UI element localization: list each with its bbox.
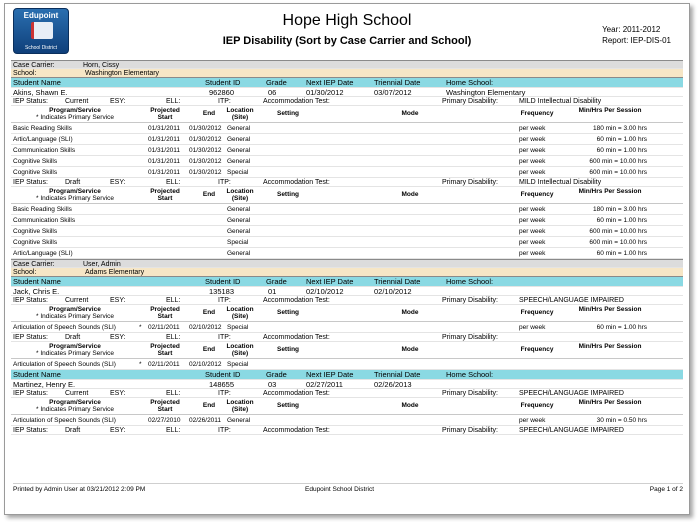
location-header: Location (Site): [226, 343, 254, 357]
frequency: per week: [519, 169, 546, 176]
minutes-per-session: 60 min = 1.00 hrs: [596, 147, 647, 154]
logo-brand-text: Edupoint: [23, 11, 59, 20]
projected-start-date: 01/31/2011: [148, 136, 181, 143]
minutes-per-session: 600 min = 10.00 hrs: [589, 239, 647, 246]
itp-label: ITP:: [218, 179, 231, 186]
case-carrier-label: Case Carrier:: [13, 261, 55, 268]
projected-start-date: 01/31/2011: [148, 158, 181, 165]
service-row: [11, 145, 683, 156]
projected-start-date: 02/27/2010: [148, 417, 181, 424]
grade-header: Grade: [266, 78, 287, 87]
program-service: Articulation of Speech Sounds (SLI): [13, 417, 116, 424]
accommodation-test-label: Accommodation Test:: [263, 390, 330, 397]
primary-disability: MILD Intellectual Disability: [519, 179, 602, 186]
location-site: General: [227, 417, 251, 424]
ell-label: ELL:: [166, 334, 181, 341]
iep-status: Draft: [65, 427, 81, 434]
home-school-header: Home School:: [446, 277, 494, 286]
iep-status-row: [11, 389, 683, 398]
frequency: per week: [519, 217, 546, 224]
location-header: Location (Site): [226, 188, 254, 202]
iep-status-row: [11, 296, 683, 305]
service-row: [11, 215, 683, 226]
setting-header: Setting: [276, 402, 300, 409]
minutes-per-session: 600 min = 10.00 hrs: [589, 169, 647, 176]
student-header-row: [11, 78, 683, 88]
projected-start-header: Projected Start: [150, 107, 180, 121]
itp-label: ITP:: [218, 297, 231, 304]
program-service: Communication Skills: [13, 147, 76, 154]
projected-start-header: Projected Start: [150, 188, 180, 202]
report-page: [4, 3, 690, 515]
itp-label: ITP:: [218, 334, 231, 341]
minutes-per-session: 60 min = 1.00 hrs: [596, 136, 647, 143]
program-service: Articulation of Speech Sounds (SLI): [13, 324, 116, 331]
ell-label: ELL:: [166, 179, 181, 186]
year-row: [602, 24, 671, 35]
primary-service-note: * Indicates Primary Service: [35, 114, 115, 121]
student-id: 135183: [209, 287, 235, 296]
minutes-per-session: 180 min = 3.00 hrs: [592, 125, 647, 132]
frequency: per week: [519, 417, 546, 424]
frequency: per week: [519, 250, 546, 257]
location-site: General: [227, 147, 251, 154]
grade-header: Grade: [266, 277, 287, 286]
triennial-header: Triennial Date: [374, 78, 421, 87]
program-service-header: Program/Service: [49, 107, 101, 114]
end-header: End: [202, 402, 216, 409]
service-row: [11, 134, 683, 145]
home-school: Washington Elementary: [446, 88, 526, 97]
accommodation-test-label: Accommodation Test:: [263, 297, 330, 304]
esy-label: ESY:: [110, 427, 126, 434]
location-site: General: [227, 206, 251, 213]
primary-service-star: *: [139, 361, 142, 368]
next-iep-date: 01/30/2012: [306, 88, 344, 97]
student-row: [11, 88, 683, 97]
min-hrs-header: Min/Hrs Per Session: [578, 306, 642, 313]
accommodation-test-label: Accommodation Test:: [263, 179, 330, 186]
service-row: [11, 226, 683, 237]
student-row: [11, 380, 683, 389]
minutes-per-session: 60 min = 1.00 hrs: [596, 324, 647, 331]
iep-status: Draft: [65, 179, 81, 186]
location-site: General: [227, 250, 251, 257]
service-header-row: [11, 106, 683, 123]
school-label: School:: [13, 70, 37, 77]
ell-label: ELL:: [166, 98, 181, 105]
student-id: 148655: [209, 380, 235, 389]
student-row: [11, 287, 683, 296]
service-row: [11, 322, 683, 333]
report-subtitle: IEP Disability (Sort by Case Carrier and School): [222, 35, 472, 47]
service-header-row: [11, 342, 683, 359]
service-row: [11, 248, 683, 259]
primary-disability: SPEECH/LANGUAGE IMPAIRED: [519, 297, 624, 304]
primary-service-note: * Indicates Primary Service: [35, 406, 115, 413]
location-site: General: [227, 217, 251, 224]
program-service-header: Program/Service: [49, 399, 101, 406]
program-service: Cognitive Skills: [13, 228, 58, 235]
district-name: Edupoint School District: [305, 486, 375, 493]
projected-start-date: 01/31/2011: [148, 169, 181, 176]
report-id-row: [602, 35, 671, 46]
location-site: General: [227, 136, 251, 143]
case-carrier-name: Horn, Cissy: [83, 62, 120, 69]
location-site: Special: [227, 324, 249, 331]
program-service: Cognitive Skills: [13, 239, 58, 246]
frequency-header: Frequency: [520, 191, 554, 198]
itp-label: ITP:: [218, 98, 231, 105]
frequency-header: Frequency: [520, 110, 554, 117]
grade: 06: [268, 88, 277, 97]
student-name: Jack, Chris E.: [13, 287, 60, 296]
mode-header: Mode: [401, 346, 419, 353]
minutes-per-session: 60 min = 1.00 hrs: [596, 217, 647, 224]
logo-sub-text: School District: [25, 45, 57, 51]
next-iep-date: 02/27/2011: [306, 380, 343, 389]
grade-header: Grade: [266, 370, 287, 379]
case-carrier-label: Case Carrier:: [13, 62, 55, 69]
projected-start-header: Projected Start: [150, 399, 180, 413]
year-label: Year:: [602, 25, 621, 34]
service-row: [11, 359, 683, 370]
minutes-per-session: 30 min = 0.50 hrs: [596, 417, 647, 424]
primary-service-note: * Indicates Primary Service: [35, 313, 115, 320]
primary-disability-label: Primary Disability:: [442, 390, 499, 397]
end-date: 01/30/2012: [189, 136, 222, 143]
program-service-header: Program/Service: [49, 188, 101, 195]
frequency-header: Frequency: [520, 309, 554, 316]
minutes-per-session: 60 min = 1.00 hrs: [596, 250, 647, 257]
setting-header: Setting: [276, 110, 300, 117]
next-iep-header: Next IEP Date: [306, 78, 354, 87]
report-meta: [602, 24, 671, 46]
location-header: Location (Site): [226, 107, 254, 121]
mode-header: Mode: [401, 309, 419, 316]
end-date: 01/30/2012: [189, 158, 222, 165]
minutes-per-session: 600 min = 10.00 hrs: [589, 228, 647, 235]
end-header: End: [202, 191, 216, 198]
iep-status: Current: [65, 297, 89, 304]
location-header: Location (Site): [226, 399, 254, 413]
program-service: Basic Reading Skills: [13, 125, 72, 132]
esy-label: ESY:: [110, 179, 126, 186]
location-site: General: [227, 125, 251, 132]
service-row: [11, 167, 683, 178]
report-label: Report:: [602, 36, 629, 45]
home-school-header: Home School:: [446, 370, 494, 379]
mode-header: Mode: [401, 402, 419, 409]
primary-disability-label: Primary Disability:: [442, 297, 499, 304]
program-service: Artic/Language (SLI): [13, 136, 73, 143]
student-header-row: [11, 370, 683, 380]
projected-start-date: 01/31/2011: [148, 147, 181, 154]
setting-header: Setting: [276, 191, 300, 198]
service-row: [11, 123, 683, 134]
school-name: Adams Elementary: [85, 269, 145, 276]
accommodation-test-label: Accommodation Test:: [263, 427, 330, 434]
min-hrs-header: Min/Hrs Per Session: [578, 188, 642, 195]
program-service: Communication Skills: [13, 217, 76, 224]
frequency: per week: [519, 158, 546, 165]
frequency: per week: [519, 136, 546, 143]
frequency: per week: [519, 228, 546, 235]
iep-status: Current: [65, 98, 89, 105]
program-service-header: Program/Service: [49, 306, 101, 313]
year-value: 2011-2012: [622, 25, 661, 34]
iep-status-label: IEP Status:: [13, 297, 48, 304]
location-header: Location (Site): [226, 306, 254, 320]
end-date: 01/30/2012: [189, 147, 222, 154]
location-site: General: [227, 158, 251, 165]
ell-label: ELL:: [166, 427, 181, 434]
frequency-header: Frequency: [520, 402, 554, 409]
next-iep-header: Next IEP Date: [306, 277, 354, 286]
home-school-header: Home School:: [446, 78, 494, 87]
end-header: End: [202, 309, 216, 316]
frequency: per week: [519, 239, 546, 246]
primary-service-note: * Indicates Primary Service: [35, 350, 115, 357]
service-row: [11, 156, 683, 167]
next-iep-header: Next IEP Date: [306, 370, 354, 379]
triennial-date: 02/10/2012: [374, 287, 412, 296]
location-site: Special: [227, 361, 249, 368]
primary-disability-label: Primary Disability:: [442, 179, 499, 186]
triennial-date: 03/07/2012: [374, 88, 412, 97]
esy-label: ESY:: [110, 390, 126, 397]
student-name-header: Student Name: [13, 277, 61, 286]
projected-start-date: 01/31/2011: [148, 125, 181, 132]
student-id-header: Student ID: [205, 78, 241, 87]
case-carrier-row: [11, 259, 683, 268]
service-header-row: [11, 305, 683, 322]
primary-disability-label: Primary Disability:: [442, 427, 499, 434]
iep-status-row: [11, 333, 683, 342]
end-date: 02/10/2012: [189, 361, 222, 368]
min-hrs-header: Min/Hrs Per Session: [578, 343, 642, 350]
primary-disability: SPEECH/LANGUAGE IMPAIRED: [519, 427, 624, 434]
program-service: Artic/Language (SLI): [13, 250, 73, 257]
projected-start-header: Projected Start: [150, 343, 180, 357]
iep-status-row: [11, 97, 683, 106]
grade: 01: [268, 287, 277, 296]
triennial-header: Triennial Date: [374, 370, 421, 379]
esy-label: ESY:: [110, 98, 126, 105]
frequency: per week: [519, 147, 546, 154]
case-carrier-row: [11, 60, 683, 69]
printed-by: Printed by Admin User at 03/21/2012 2:09 PM: [13, 486, 146, 493]
end-date: 02/10/2012: [189, 324, 222, 331]
primary-service-star: *: [139, 324, 142, 331]
report-footer: [13, 483, 683, 492]
iep-status-row: [11, 178, 683, 187]
minutes-per-session: 180 min = 3.00 hrs: [592, 206, 647, 213]
student-name-header: Student Name: [13, 370, 61, 379]
end-date: 01/30/2012: [189, 125, 222, 132]
minutes-per-session: 600 min = 10.00 hrs: [589, 158, 647, 165]
program-service-header: Program/Service: [49, 343, 101, 350]
setting-header: Setting: [276, 309, 300, 316]
school-label: School:: [13, 269, 37, 276]
location-site: General: [227, 228, 251, 235]
primary-disability: SPEECH/LANGUAGE IMPAIRED: [519, 390, 624, 397]
iep-status-label: IEP Status:: [13, 390, 48, 397]
school-row: [11, 69, 683, 78]
ell-label: ELL:: [166, 390, 181, 397]
itp-label: ITP:: [218, 390, 231, 397]
program-service: Cognitive Skills: [13, 158, 58, 165]
service-row: [11, 415, 683, 426]
end-header: End: [202, 346, 216, 353]
triennial-header: Triennial Date: [374, 277, 421, 286]
student-name: Martinez, Henry E.: [13, 380, 76, 389]
location-site: Special: [227, 169, 249, 176]
location-site: Special: [227, 239, 249, 246]
primary-disability-label: Primary Disability:: [442, 98, 499, 105]
frequency: per week: [519, 125, 546, 132]
itp-label: ITP:: [218, 427, 231, 434]
mode-header: Mode: [401, 110, 419, 117]
iep-status: Draft: [65, 334, 81, 341]
frequency-header: Frequency: [520, 346, 554, 353]
service-header-row: [11, 398, 683, 415]
grade: 03: [268, 380, 277, 389]
school-row: [11, 268, 683, 277]
iep-status-label: IEP Status:: [13, 334, 48, 341]
program-service: Basic Reading Skills: [13, 206, 72, 213]
iep-status: Current: [65, 390, 89, 397]
primary-disability-label: Primary Disability:: [442, 334, 499, 341]
accommodation-test-label: Accommodation Test:: [263, 98, 330, 105]
primary-disability: MILD Intellectual Disability: [519, 98, 602, 105]
program-service: Cognitive Skills: [13, 169, 58, 176]
end-date: 02/26/2011: [189, 417, 222, 424]
service-row: [11, 237, 683, 248]
student-name: Akins, Shawn E.: [13, 88, 68, 97]
iep-status-label: IEP Status:: [13, 98, 48, 105]
primary-service-note: * Indicates Primary Service: [35, 195, 115, 202]
service-row: [11, 204, 683, 215]
student-id-header: Student ID: [205, 277, 241, 286]
service-header-row: [11, 187, 683, 204]
frequency: per week: [519, 324, 546, 331]
report-value: IEP-DIS-01: [630, 36, 671, 45]
report-body: [11, 60, 683, 435]
esy-label: ESY:: [110, 334, 126, 341]
projected-start-date: 02/11/2011: [148, 361, 180, 368]
triennial-date: 02/26/2013: [374, 380, 412, 389]
projected-start-date: 02/11/2011: [148, 324, 180, 331]
min-hrs-header: Min/Hrs Per Session: [578, 107, 642, 114]
report-title: Hope High School: [282, 12, 412, 29]
iep-status-label: IEP Status:: [13, 427, 48, 434]
setting-header: Setting: [276, 346, 300, 353]
program-service: Articulation of Speech Sounds (SLI): [13, 361, 116, 368]
next-iep-date: 02/10/2012: [306, 287, 344, 296]
end-header: End: [202, 110, 216, 117]
case-carrier-name: User, Admin: [83, 261, 121, 268]
mode-header: Mode: [401, 191, 419, 198]
projected-start-header: Projected Start: [150, 306, 180, 320]
min-hrs-header: Min/Hrs Per Session: [578, 399, 642, 406]
student-id: 962860: [209, 88, 235, 97]
school-name: Washington Elementary: [85, 70, 160, 77]
ell-label: ELL:: [166, 297, 181, 304]
esy-label: ESY:: [110, 297, 126, 304]
accommodation-test-label: Accommodation Test:: [263, 334, 330, 341]
iep-status-row: [11, 426, 683, 435]
student-header-row: [11, 277, 683, 287]
end-date: 01/30/2012: [189, 169, 222, 176]
student-name-header: Student Name: [13, 78, 61, 87]
frequency: per week: [519, 206, 546, 213]
iep-status-label: IEP Status:: [13, 179, 48, 186]
student-id-header: Student ID: [205, 370, 241, 379]
page-number: Page 1 of 2: [649, 486, 683, 493]
